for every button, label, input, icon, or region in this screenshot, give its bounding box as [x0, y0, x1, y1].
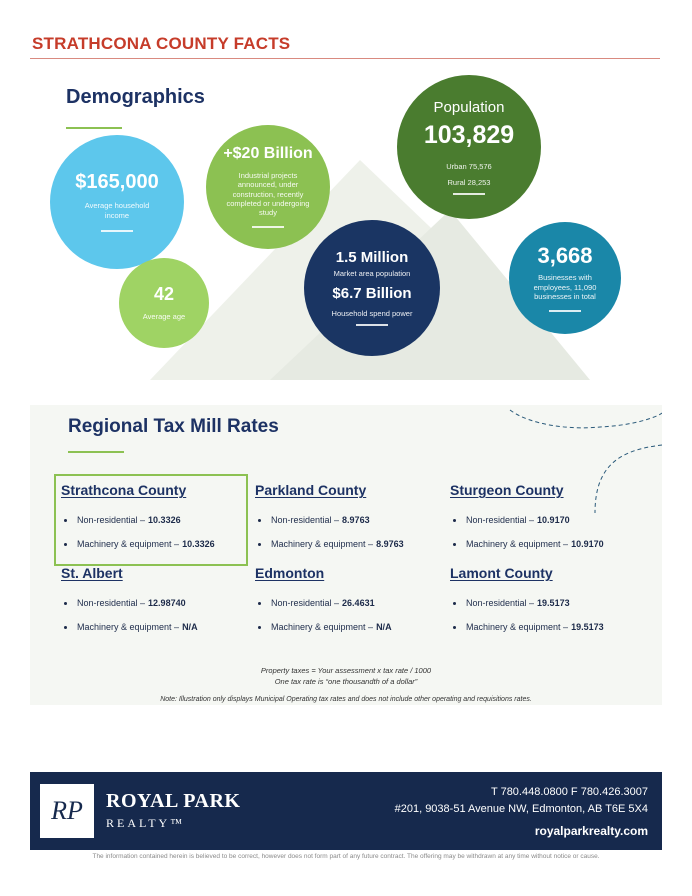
income-value: $165,000 — [75, 171, 159, 194]
rate-value: 19.5173 — [571, 622, 604, 632]
bullet-icon — [64, 602, 67, 605]
age-label: Average age — [142, 311, 186, 321]
machinery-rate — [255, 615, 455, 639]
rate-label: Non-residential – — [466, 598, 535, 608]
market-value: 1.5 Million — [335, 248, 409, 266]
age-bubble — [119, 258, 209, 348]
machinery-rate — [255, 532, 455, 556]
rate-value: 10.3326 — [148, 515, 181, 525]
business-bar — [549, 310, 581, 312]
website-link[interactable]: royalparkrealty.com — [534, 824, 648, 838]
rate-value: 10.9170 — [571, 539, 604, 549]
age-value: 42 — [153, 283, 175, 304]
demographics-heading: Demographics — [66, 86, 205, 108]
bullet-icon — [258, 626, 261, 629]
rate-label: Machinery & equipment – — [271, 539, 374, 549]
rate-label: Machinery & equipment – — [77, 539, 180, 549]
rate-label: Non-residential – — [271, 598, 340, 608]
machinery-rate — [61, 532, 261, 556]
rate-value: N/A — [376, 622, 392, 632]
county-card — [450, 565, 650, 639]
rate-value: N/A — [182, 622, 198, 632]
bullet-icon — [64, 543, 67, 546]
nonres-rate — [61, 591, 261, 615]
county-card — [61, 565, 261, 639]
county-name: Parkland County — [255, 482, 367, 498]
population-bubble — [397, 75, 541, 219]
brand-name: ROYAL PARK — [106, 790, 241, 812]
market-bubble — [304, 220, 440, 356]
contact-phone: T 780.448.0800 F 780.426.3007 — [491, 786, 648, 798]
rate-label: Non-residential – — [77, 598, 146, 608]
bullet-icon — [453, 543, 456, 546]
county-name: Strathcona County — [61, 482, 187, 498]
rate-label: Non-residential – — [271, 515, 340, 525]
industrial-bubble — [206, 125, 330, 249]
machinery-rate — [450, 615, 650, 639]
formula-line-1: Property taxes = Your assessment x tax rate / 1000 — [260, 666, 432, 675]
machinery-rate — [450, 532, 650, 556]
nonres-rate — [450, 508, 650, 532]
rate-label: Non-residential – — [77, 515, 146, 525]
bullet-icon — [453, 626, 456, 629]
county-card — [61, 482, 261, 556]
business-value: 3,668 — [537, 243, 593, 269]
rate-label: Machinery & equipment – — [77, 622, 180, 632]
disclaimer: The information contained herein is believed to be correct, however does not form part of any future contract. The offering may be withdrawn at any time without notice or cause. — [92, 853, 600, 860]
industrial-value: +$20 Billion — [223, 145, 313, 163]
population-value: 103,829 — [423, 121, 515, 149]
machinery-rate — [61, 615, 261, 639]
tax-underline — [68, 451, 124, 453]
business-label: Businesses with employees, 11,090 businesses in total — [533, 273, 597, 302]
market-bar — [356, 324, 388, 326]
business-bubble — [509, 222, 621, 334]
brand-subname: REALTY™ — [106, 816, 185, 830]
tax-note: Note: Illustration only displays Municipal Operating tax rates and does not include other operating and requisitions rates. — [160, 696, 532, 703]
population-bar — [453, 193, 485, 195]
nonres-rate — [255, 508, 455, 532]
nonres-rate — [450, 591, 650, 615]
bullet-icon — [453, 519, 456, 522]
rate-label: Machinery & equipment – — [466, 539, 569, 549]
county-name: Edmonton — [255, 565, 325, 581]
bullet-icon — [258, 543, 261, 546]
bullet-icon — [453, 602, 456, 605]
income-bubble — [50, 135, 184, 269]
county-name: Lamont County — [450, 565, 553, 581]
industrial-label: Industrial projects announced, under construction, recently completed or undergoing study — [226, 170, 310, 218]
nonres-rate — [61, 508, 261, 532]
income-label: Average household income — [84, 201, 150, 220]
page-title: STRATHCONA COUNTY FACTS — [32, 34, 291, 53]
bullet-icon — [64, 519, 67, 522]
county-name: St. Albert — [61, 565, 123, 581]
bullet-icon — [258, 519, 261, 522]
bullet-icon — [64, 626, 67, 629]
population-title: Population — [433, 99, 505, 116]
county-card — [255, 565, 455, 639]
rate-value: 8.9763 — [376, 539, 404, 549]
bullet-icon — [258, 602, 261, 605]
tax-heading: Regional Tax Mill Rates — [68, 416, 279, 437]
spend-label: Household spend power — [331, 308, 413, 318]
rate-value: 10.9170 — [537, 515, 570, 525]
income-bar — [101, 230, 133, 232]
rate-value: 12.98740 — [148, 598, 186, 608]
market-label: Market area population — [333, 268, 411, 278]
industrial-bar — [252, 226, 284, 228]
rate-value: 8.9763 — [342, 515, 370, 525]
county-name: Sturgeon County — [450, 482, 564, 498]
rate-value: 19.5173 — [537, 598, 570, 608]
contact-address: #201, 9038-51 Avenue NW, Edmonton, AB T6E 5X4 — [394, 803, 648, 815]
population-rural: Rural 28,253 — [447, 177, 491, 187]
rate-value: 26.4631 — [342, 598, 375, 608]
royal-park-logo-icon: RP — [40, 784, 94, 838]
title-divider — [30, 58, 660, 59]
footer-banner — [30, 772, 662, 850]
spend-value: $6.7 Billion — [332, 285, 412, 302]
formula-line-2: One tax rate is “one thousandth of a dollar” — [274, 677, 418, 686]
demographics-underline — [66, 127, 122, 129]
county-card — [255, 482, 455, 556]
nonres-rate — [255, 591, 455, 615]
population-urban: Urban 75,576 — [446, 162, 492, 172]
rate-value: 10.3326 — [182, 539, 215, 549]
rate-label: Non-residential – — [466, 515, 535, 525]
county-card — [450, 482, 650, 556]
rate-label: Machinery & equipment – — [271, 622, 374, 632]
rate-label: Machinery & equipment – — [466, 622, 569, 632]
